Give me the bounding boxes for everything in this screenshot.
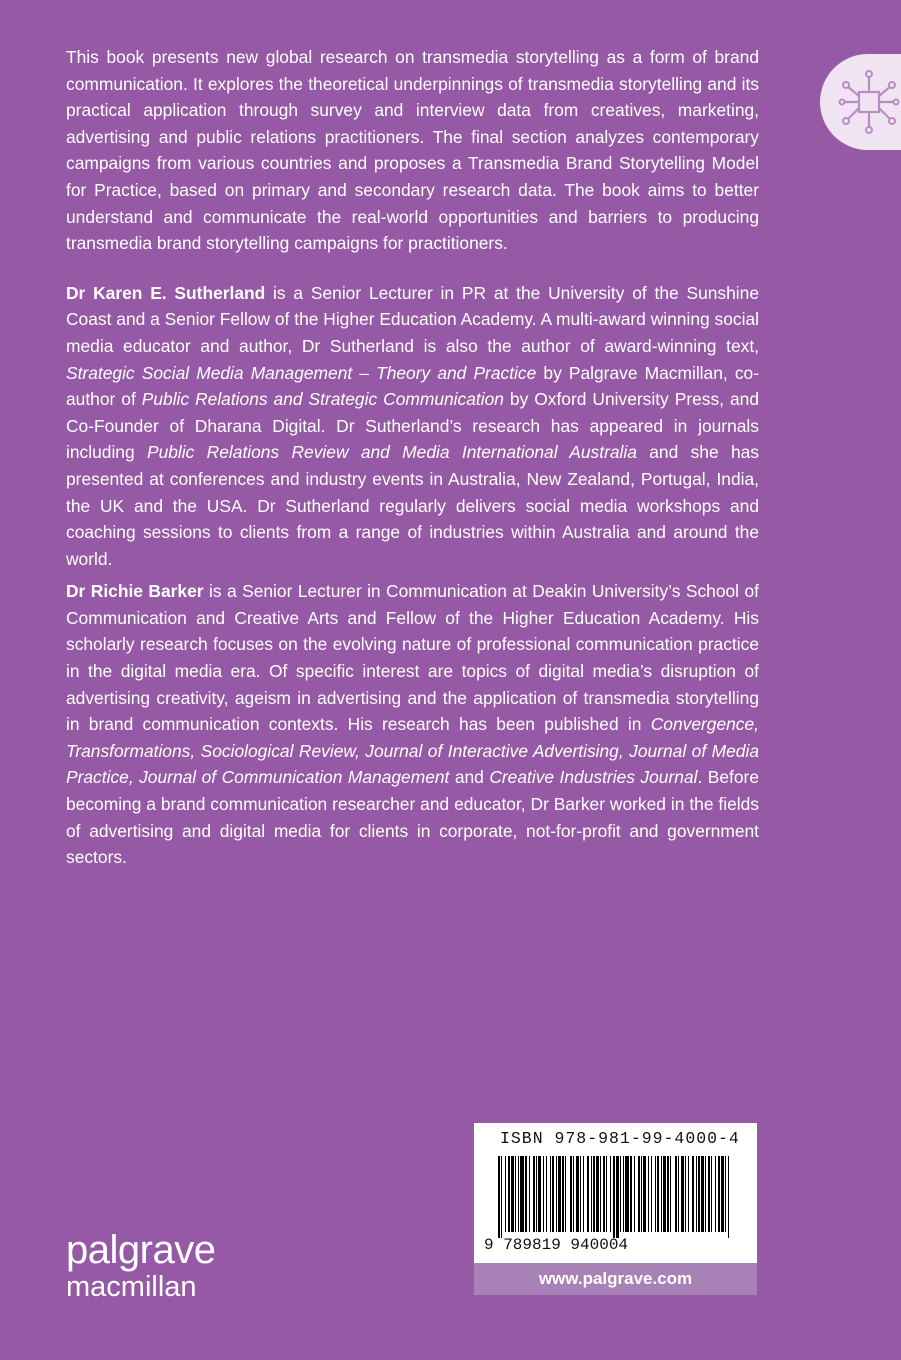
barcode-bar xyxy=(508,1156,510,1232)
book-title-1: Strategic Social Media Management – Theory and Practice xyxy=(66,362,537,383)
barcode-bar xyxy=(641,1156,642,1232)
barcode-bar xyxy=(651,1156,652,1232)
barcode-bar xyxy=(718,1156,720,1232)
barcode-bar xyxy=(667,1156,669,1232)
publisher-url: www.palgrave.com xyxy=(474,1263,757,1295)
barcode-bar xyxy=(655,1156,656,1232)
barcode-bar xyxy=(685,1156,686,1232)
publisher-logo-tab xyxy=(820,54,901,150)
barcode-bar xyxy=(728,1156,729,1238)
barcode-bar xyxy=(638,1156,640,1232)
author1-bio: Dr Karen E. Sutherland is a Senior Lecturer in PR at the University of the Sunshine Coast and a Senior Fellow of the Higher Education Academy. A multi-award winning social media educator and author, Dr Sutherland is also the author of award-winning text, Strategic Social Media Management – Theory and Practice by Palgrave Macmillan, co-author of Public Relations and Strategic Communication by Oxford University Press, and Co-Founder of Dharana Digital. Dr Sutherland’s research has appeared in journals including Public Relations Review and Media International Australia and she has presented at conferences and industry events in Australia, New Zealand, Portugal, India, the UK and the USA. Dr Sutherland regularly delivers social media workshops and coaching sessions to clients from a range of industries within Australia and around the world. xyxy=(66,282,760,569)
barcode-bar xyxy=(657,1156,659,1232)
barcode-bar xyxy=(701,1156,704,1232)
barcode-bar xyxy=(501,1156,502,1238)
barcode-bar xyxy=(663,1156,666,1232)
barcode-bar xyxy=(596,1156,599,1232)
barcode-bar xyxy=(696,1156,697,1232)
barcode-bar xyxy=(610,1156,611,1232)
author2-name: Dr Richie Barker xyxy=(66,581,204,602)
barcode-bar xyxy=(715,1156,716,1232)
barcode-bar xyxy=(533,1156,535,1232)
barcode-bar xyxy=(550,1156,551,1232)
barcode-bar xyxy=(580,1156,581,1232)
book-title-2: Public Relations and Strategic Communication xyxy=(141,389,504,410)
barcode-bar xyxy=(529,1156,530,1232)
barcode-bar xyxy=(515,1156,516,1232)
author2-journal: Creative Industries Journal xyxy=(489,767,698,788)
isbn-barcode-block xyxy=(474,1123,757,1295)
barcode-bar xyxy=(616,1156,619,1238)
barcode-bar xyxy=(603,1156,605,1232)
barcode-bar xyxy=(648,1156,649,1232)
barcode-bar xyxy=(593,1156,595,1232)
barcode-bar xyxy=(583,1156,584,1232)
barcode-bar xyxy=(562,1156,564,1232)
barcode-bar xyxy=(518,1156,519,1232)
barcode-bar xyxy=(543,1156,544,1232)
barcode-bar xyxy=(670,1156,671,1232)
barcode-bar xyxy=(498,1156,500,1238)
barcode-bar xyxy=(725,1156,726,1232)
barcode-bar xyxy=(536,1156,537,1232)
barcode-bar xyxy=(721,1156,724,1232)
barcode-bar xyxy=(558,1156,561,1232)
barcode-bar xyxy=(692,1156,694,1232)
author2-journals: Convergence, Transformations, Sociological Review, Journal of Interactive Advertising, Journal of Media Practice, Journal of Communication Management xyxy=(66,714,759,788)
barcode-bar xyxy=(556,1156,557,1232)
barcode-bar xyxy=(625,1156,629,1232)
palgrave-network-icon xyxy=(838,66,901,138)
barcode-bar xyxy=(525,1156,527,1232)
barcode-bar xyxy=(678,1156,679,1232)
author2-bio: Dr Richie Barker is a Senior Lecturer in Communication at Deakin University’s School of Communication and Creative Arts and Fellow of the Higher Education Academy. His scholarly research focuses on the evolving nature of professional communication practice in the digital media era. Of specific interest are topics of digital media’s disruption of advertising creativity, ageism in advertising and the application of transmedia storytelling in brand communication contexts. His research has been published in Convergence, Transformations, Sociological Review, Journal of Interactive Advertising, Journal of Media Practice, Journal of Communication Management and Creative Industries Journal. Before becoming a brand communication researcher and educator, Dr Barker worked in the fields of advertising and digital media for clients in corporate, not-for-profit and government sectors. xyxy=(66,581,759,868)
author1-name: Dr Karen E. Sutherland xyxy=(66,282,266,303)
barcode-bar xyxy=(711,1156,712,1232)
barcode-bar xyxy=(573,1156,574,1232)
barcode-bar xyxy=(698,1156,700,1232)
barcode-bar xyxy=(681,1156,684,1232)
barcode-bar xyxy=(511,1156,514,1232)
barcode-bar xyxy=(620,1156,621,1232)
barcode-bar xyxy=(623,1156,624,1232)
back-cover-text xyxy=(66,44,759,894)
barcode-bar xyxy=(634,1156,635,1232)
publisher-line2: macmillan xyxy=(66,1271,197,1303)
barcode-bar xyxy=(708,1156,710,1232)
barcode-bar xyxy=(613,1156,615,1238)
barcode-bar xyxy=(546,1156,547,1232)
barcode-bar xyxy=(565,1156,566,1232)
barcode-bar xyxy=(688,1156,689,1232)
barcode-bar xyxy=(570,1156,572,1232)
barcode-bar xyxy=(505,1156,506,1232)
barcode-bar xyxy=(538,1156,541,1232)
barcode-bar xyxy=(576,1156,579,1232)
publisher-wordmark xyxy=(66,1230,215,1304)
author1-journals: Public Relations Review and Media International Australia xyxy=(146,442,637,463)
barcode-bar xyxy=(520,1156,524,1232)
publisher-line1: palgrave xyxy=(66,1228,216,1272)
barcode-bar xyxy=(606,1156,607,1232)
barcode-digits: 9 789819 940004 xyxy=(484,1236,629,1254)
barcode-bar xyxy=(630,1156,632,1232)
barcode-bar xyxy=(587,1156,589,1232)
barcode-bar xyxy=(675,1156,677,1232)
book-description: This book presents new global research on transmedia storytelling as a form of brand communication. It explores the theoretical underpinnings of transmedia storytelling and its practical application through survey and interview data from creatives, marketing, advertising and public relations practitioners. The final section analyzes contemporary campaigns from various countries and proposes a Transmedia Brand Storytelling Model for Practice, based on primary and secondary research data. The book aims to better understand and communicate the real-world opportunities and barriers to producing transmedia brand storytelling campaigns for practitioners. xyxy=(66,47,759,254)
barcode-bar xyxy=(643,1156,646,1232)
barcode-bar xyxy=(705,1156,706,1232)
barcode-bar xyxy=(552,1156,554,1232)
barcode-bar xyxy=(661,1156,662,1232)
isbn-label: ISBN 978-981-99-4000-4 xyxy=(500,1129,740,1148)
barcode-bar xyxy=(600,1156,601,1232)
barcode-bars xyxy=(498,1156,734,1238)
barcode-bar xyxy=(591,1156,592,1232)
